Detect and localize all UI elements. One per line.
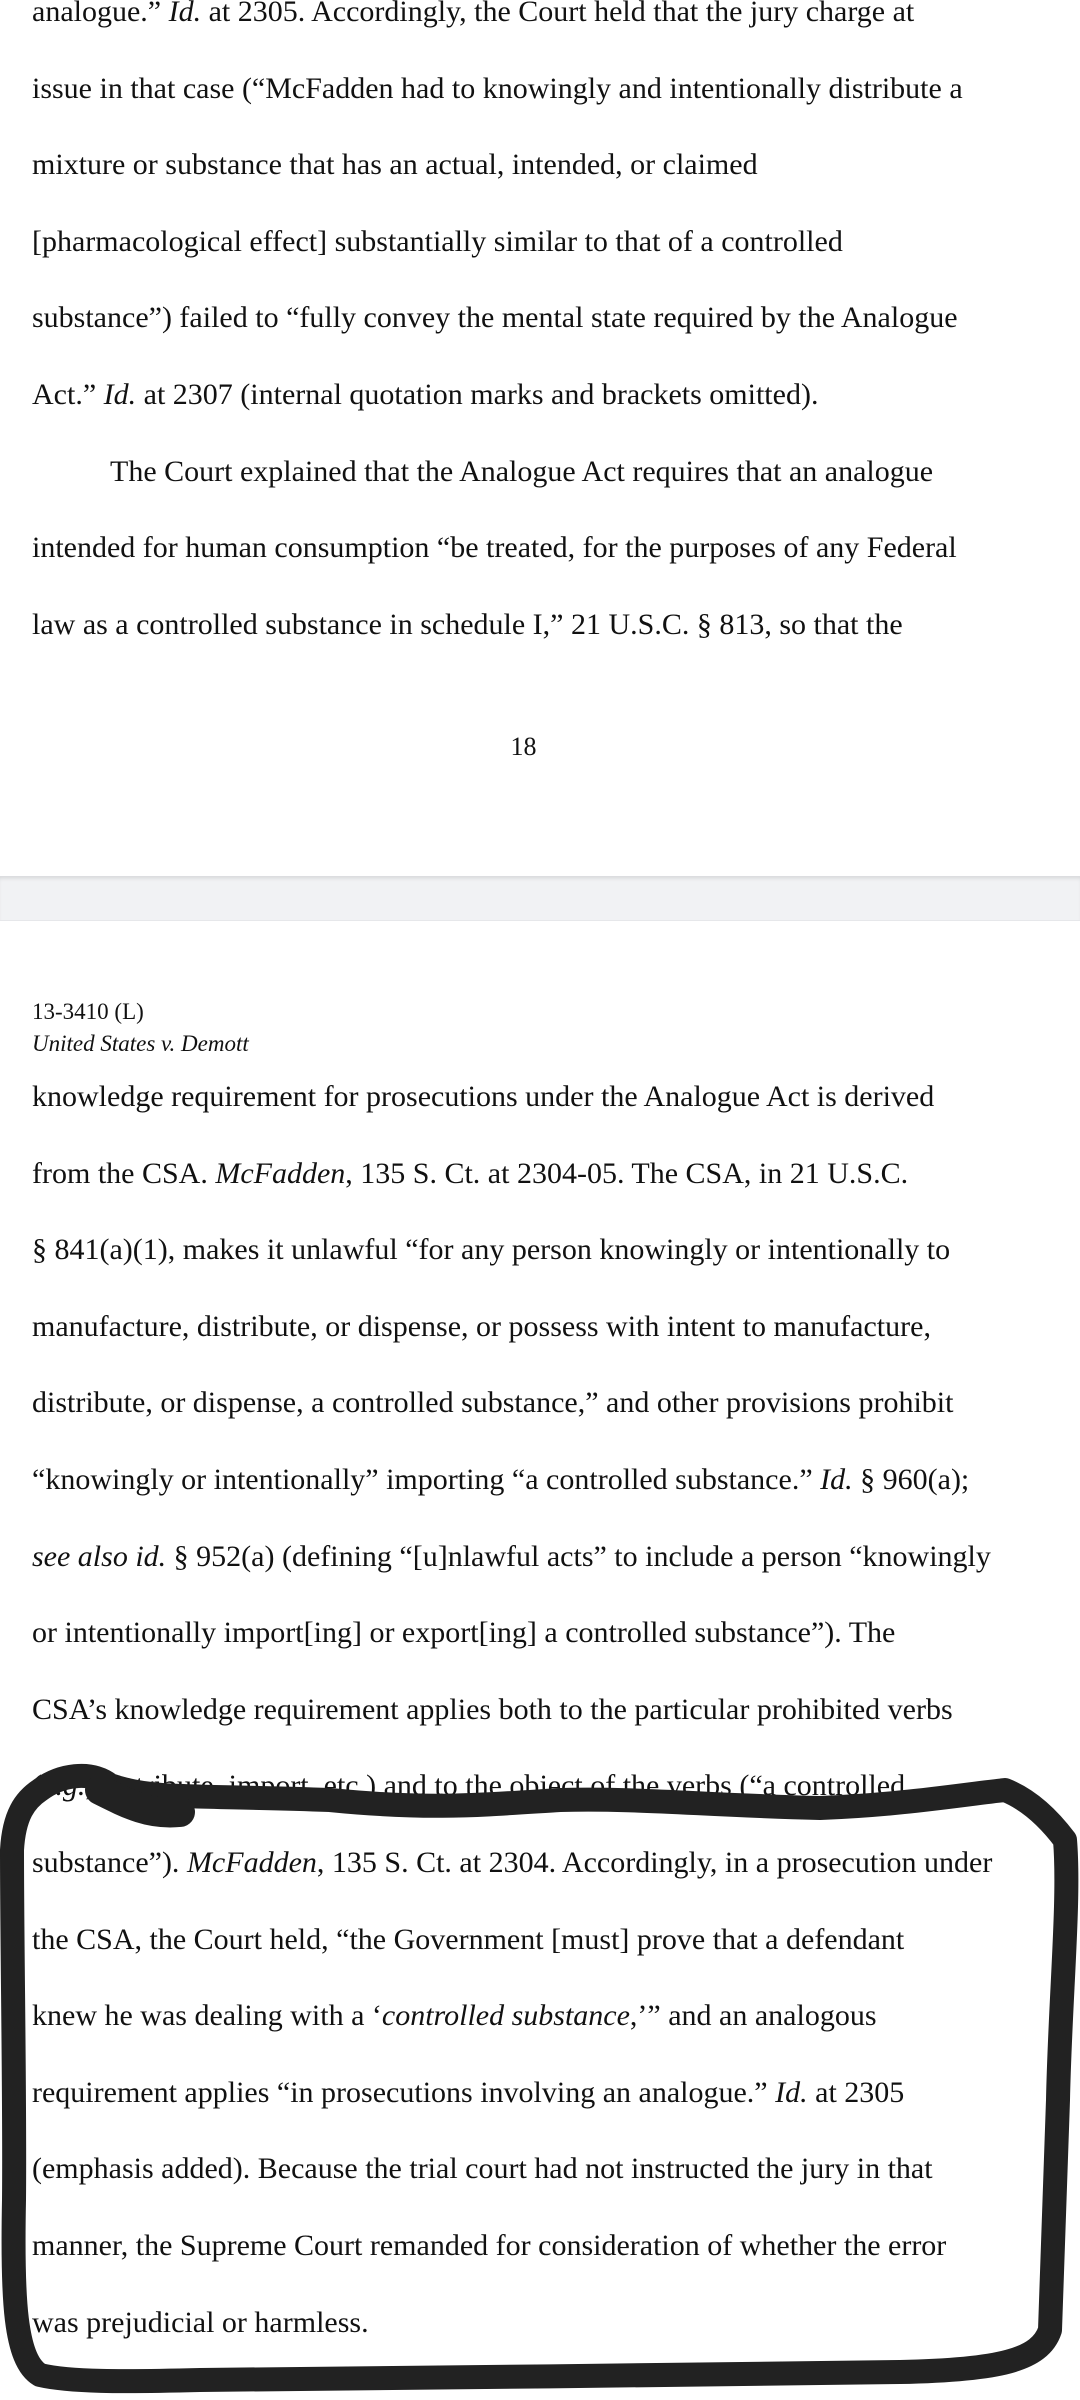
text-line — [32, 300, 958, 336]
text-run: , 135 S. Ct. at 2304. Accordingly, in a prosecution under — [316, 1846, 993, 1879]
text-line — [32, 530, 957, 566]
italic-citation: Id. — [168, 0, 202, 28]
italic-citation: Id. — [775, 2075, 808, 2109]
text-run: at 2305. Accordingly, the Court held that the jury charge at — [201, 0, 915, 28]
text-run: manner, the Supreme Court remanded for consideration of whether the error — [32, 2229, 947, 2262]
text-run: knew he was dealing with a ‘ — [32, 1999, 382, 2033]
text-run: distribute, or dispense, a controlled substance,” and other provisions prohibit — [32, 1386, 954, 1420]
text-line — [32, 0, 914, 30]
italic-citation: controlled substance — [381, 1999, 630, 2033]
text-run: The Court explained that the Analogue Act requires that an analogue — [110, 454, 934, 488]
text-run: analogue.” — [32, 0, 169, 28]
text-run: at 2307 (internal quotation marks and brackets omitted). — [136, 378, 819, 411]
text-run: ,’” and an analogous — [629, 1999, 877, 2033]
text-line — [32, 1156, 908, 1192]
italic-citation: see also id. — [32, 1539, 167, 1573]
text-line — [32, 1232, 950, 1268]
text-run: § 841(a)(1), makes it unlawful “for any person knowingly or intentionally to — [32, 1233, 951, 1267]
text-run: , distribute, import, etc.) and to the object of the verbs (“a controlled — [85, 1769, 906, 1803]
text-run: (emphasis added). Because the trial court had not instructed the jury in that — [32, 2152, 933, 2186]
text-run: mixture or substance that has an actual, intended, or claimed — [32, 148, 758, 182]
text-line — [32, 2228, 946, 2264]
docket-number: 13-3410 (L) — [32, 999, 144, 1024]
italic-citation: Id. — [103, 378, 137, 411]
text-line — [32, 2151, 933, 2187]
text-line — [32, 1692, 953, 1728]
text-run: substance”). — [32, 1846, 187, 1879]
text-run: CSA’s knowledge requirement applies both to the particular prohibited verbs — [32, 1692, 953, 1726]
text-run: or intentionally import[ing] or export[ing] a controlled substance”). The — [32, 1616, 896, 1650]
text-run: § 952(a) (defining “[u]nlawful acts” to include a person “knowingly — [166, 1539, 991, 1573]
text-run: [pharmacological effect] substantially similar to that of a controlled — [32, 224, 843, 258]
text-line — [32, 1615, 895, 1651]
text-line — [32, 1539, 991, 1575]
case-caption: United States v. Demott — [32, 1031, 249, 1056]
text-run: requirement applies “in prosecutions involving an analogue.” — [32, 2075, 776, 2109]
text-run: at 2305 — [807, 2075, 905, 2109]
text-line — [32, 71, 963, 107]
text-line — [32, 1768, 905, 1804]
text-line — [32, 147, 758, 183]
text-run: substance”) failed to “fully convey the mental state required by the Analogue — [32, 301, 958, 335]
text-run: , 135 S. Ct. at 2304-05. The CSA, in 21 U.S.C. — [345, 1156, 909, 1190]
text-run: law as a controlled substance in schedule I,” 21 U.S.C. § 813, so that the — [32, 607, 903, 641]
text-run: ( — [32, 1769, 42, 1803]
text-line — [32, 1079, 934, 1115]
italic-citation: McFadden — [186, 1846, 317, 1879]
text-line — [32, 1922, 904, 1958]
text-line — [32, 607, 903, 643]
text-run: the CSA, the Court held, “the Government [must] prove that a defendant — [32, 1922, 905, 1956]
text-run: Act.” — [32, 378, 104, 411]
text-run: manufacture, distribute, or dispense, or possess with intent to manufacture, — [32, 1309, 931, 1343]
text-run: intended for human consumption “be treated, for the purposes of any Federal — [32, 531, 957, 565]
text-line — [32, 2075, 904, 2111]
text-run: “knowingly or intentionally” importing “a controlled substance.” — [32, 1463, 821, 1496]
text-line — [32, 1385, 953, 1421]
text-run: from the CSA. — [32, 1156, 216, 1190]
text-line — [32, 224, 843, 260]
text-line — [32, 2305, 369, 2341]
text-line — [32, 1462, 969, 1498]
text-line — [32, 377, 818, 413]
text-run: was prejudicial or harmless. — [32, 2305, 369, 2339]
text-run: knowledge requirement for prosecutions under the Analogue Act is derived — [32, 1080, 935, 1113]
text-run: § 960(a); — [852, 1463, 970, 1496]
page-separator — [0, 876, 1080, 921]
text-line — [110, 454, 933, 490]
italic-citation: McFadden — [215, 1156, 346, 1190]
page-number: 18 — [510, 732, 537, 761]
italic-citation: Id. — [820, 1463, 853, 1496]
text-line — [32, 1309, 931, 1345]
italic-citation: e.g. — [42, 1769, 86, 1803]
text-run: issue in that case (“McFadden had to knowingly and intentionally distribute a — [32, 71, 963, 105]
text-line — [32, 1845, 992, 1881]
text-line — [32, 1998, 877, 2034]
